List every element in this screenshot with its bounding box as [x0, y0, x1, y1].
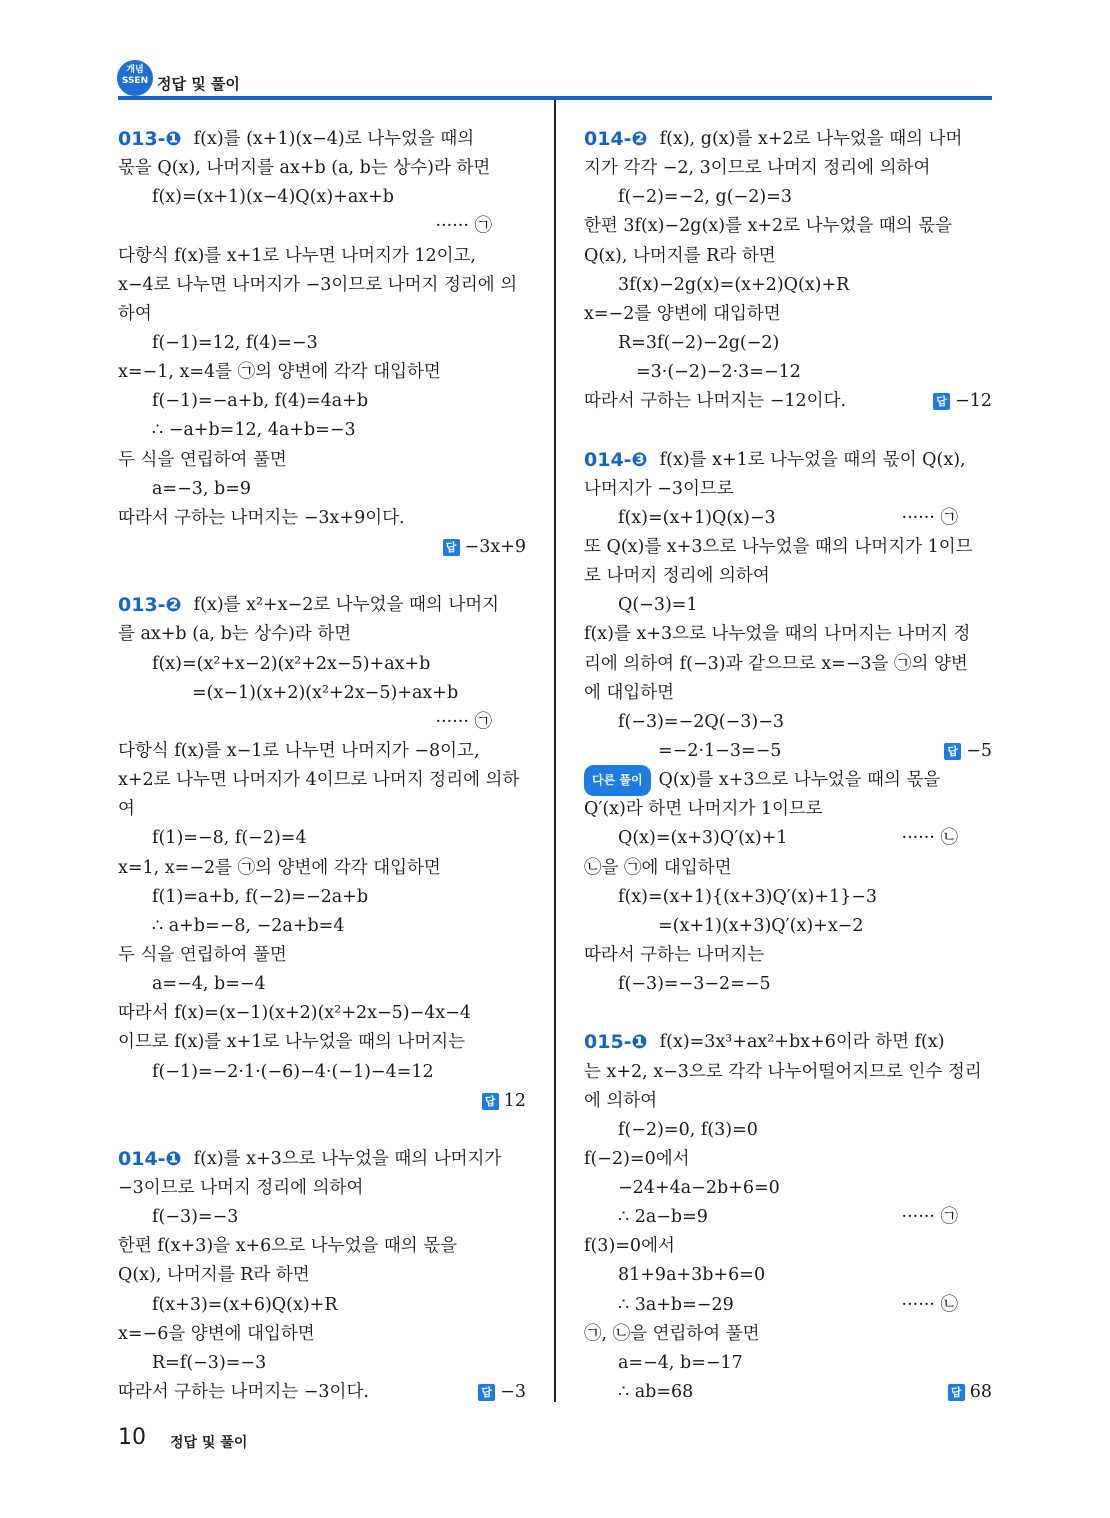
text-line: [118, 854, 526, 883]
line-text: 나머지가 −3이므로: [584, 478, 734, 499]
text-line: [584, 1232, 992, 1261]
line-text: f(x)=(x+1)Q(x)−3: [618, 507, 776, 528]
line-text: f(3)=0에서: [584, 1236, 675, 1257]
line-text: f(x)=(x+1)(x−4)Q(x)+ax+b: [152, 187, 395, 208]
line-text: x=1, x=−2를 ㉠의 양변에 각각 대입하면: [118, 857, 441, 878]
answer-badge-icon: 답: [933, 393, 950, 410]
text-line: [584, 242, 992, 271]
line-text: Q(−3)=1: [618, 595, 698, 616]
text-line: [584, 737, 992, 766]
answer-value: −5: [966, 740, 992, 761]
line-text: 에 대입하면: [584, 682, 675, 703]
text-line: [118, 912, 526, 941]
text-line: [584, 1203, 992, 1232]
text-line: [584, 854, 992, 883]
line-text: f(x)를 x+3으로 나누었을 때의 나머지가: [193, 1148, 502, 1169]
text-line: [118, 1145, 526, 1174]
footer-title: 정답 및 풀이: [170, 1435, 248, 1451]
right-column: [584, 125, 992, 1407]
logo-text-top: 개념: [126, 65, 144, 75]
text-line: [118, 708, 526, 737]
text-line: [118, 300, 526, 329]
text-line: [118, 1028, 526, 1057]
text-line: [584, 650, 992, 679]
text-line: [118, 1378, 526, 1407]
text-line: [118, 329, 526, 358]
text-line: [584, 620, 992, 649]
left-column: [118, 125, 526, 1407]
line-text: ∴ −a+b=12, 4a+b=−3: [152, 420, 356, 441]
text-line: [118, 1203, 526, 1232]
text-line: [584, 1378, 992, 1407]
answer: [948, 1378, 992, 1407]
text-line: [118, 883, 526, 912]
line-text: 81+9a+3b+6=0: [618, 1265, 766, 1286]
line-text: f(x)를 x+3으로 나누었을 때의 나머지는 나머지 정: [584, 624, 971, 645]
text-line: [584, 824, 992, 853]
line-text: x=−2를 양변에 대입하면: [584, 303, 781, 324]
line-text: f(−3)=−2Q(−3)−3: [618, 711, 784, 732]
problem-number: 013-❶: [118, 128, 182, 150]
text-line: [118, 766, 526, 795]
text-line: [118, 358, 526, 387]
text-line: [584, 1349, 992, 1378]
text-line: [584, 1174, 992, 1203]
line-text: ∴ ab=68: [618, 1382, 694, 1403]
text-line: [118, 1087, 526, 1116]
line-text: f(−2)=−2, g(−2)=3: [618, 187, 792, 208]
line-text: =(x−1)(x+2)(x²+2x−5)+ax+b: [192, 682, 459, 703]
problem-number: 014-❸: [584, 448, 648, 471]
line-text: f(1)=−8, f(−2)=4: [152, 828, 307, 849]
text-line: [584, 1145, 992, 1174]
line-text: Q(x), 나머지를 R라 하면: [118, 1265, 310, 1286]
line-text: 따라서 구하는 나머지는 −12이다.: [584, 391, 847, 412]
line-text: =(x+1)(x+3)Q′(x)+x−2: [658, 915, 864, 936]
text-line: [118, 620, 526, 649]
text-line: [584, 1028, 992, 1057]
brand-logo: [117, 60, 153, 96]
line-text: 한편 3f(x)−2g(x)를 x+2로 나누었을 때의 몫을: [584, 216, 952, 237]
line-text: R=f(−3)=−3: [152, 1352, 267, 1373]
text-line: [584, 679, 992, 708]
answer-value: −12: [955, 391, 992, 412]
text-line: [584, 475, 992, 504]
answer-badge-icon: 답: [948, 1384, 965, 1401]
line-text: =−2·1−3=−5: [658, 740, 782, 761]
text-line: [584, 795, 992, 824]
text-line: [584, 591, 992, 620]
text-line: [118, 1116, 526, 1145]
text-line: [118, 271, 526, 300]
text-line: [118, 824, 526, 853]
text-line: [118, 533, 526, 562]
text-line: [584, 970, 992, 999]
page-number: 10: [118, 1425, 146, 1450]
text-line: [118, 795, 526, 824]
text-line: [118, 446, 526, 475]
text-line: [584, 941, 992, 970]
line-text: f(−3)=−3−2=−5: [618, 974, 771, 995]
text-line: [118, 1232, 526, 1261]
line-text: 는 x+2, x−3으로 각각 나누어떨어지므로 인수 정리: [584, 1061, 982, 1082]
equation-marker: ······ ㉠: [901, 1207, 958, 1228]
line-text: 이므로 f(x)를 x+1로 나누었을 때의 나머지는: [118, 1032, 466, 1053]
text-line: [118, 941, 526, 970]
line-text: Q(x), 나머지를 R라 하면: [584, 245, 776, 266]
line-text: 로 나머지 정리에 의하여: [584, 566, 770, 587]
line-text: a=−4, b=−17: [618, 1352, 743, 1373]
line-text: 몫을 Q(x), 나머지를 ax+b (a, b는 상수)라 하면: [118, 158, 491, 179]
line-text: Q′(x)라 하면 나머지가 1이므로: [584, 799, 823, 820]
text-line: [584, 1320, 992, 1349]
column-divider: [554, 100, 556, 1402]
line-text: −3이므로 나머지 정리에 의하여: [118, 1178, 364, 1199]
text-line: [118, 562, 526, 591]
line-text: ∴ 2a−b=9: [618, 1207, 708, 1228]
text-line: [584, 1261, 992, 1290]
line-text: 두 식을 연립하여 풀면: [118, 449, 287, 470]
text-line: [584, 154, 992, 183]
line-text: 에 의하여: [584, 1090, 658, 1111]
answer: [933, 387, 992, 416]
answer-value: −3x+9: [464, 536, 526, 557]
text-line: [584, 766, 992, 795]
text-line: [584, 387, 992, 416]
text-line: [584, 358, 992, 387]
answer: [944, 737, 992, 766]
line-text: f(−1)=−2·1·(−6)−4·(−1)−4=12: [152, 1061, 434, 1082]
line-text: x=−1, x=4를 ㉠의 양변에 각각 대입하면: [118, 362, 441, 383]
line-text: 를 ax+b (a, b는 상수)라 하면: [118, 624, 352, 645]
answer: [482, 1087, 526, 1116]
line-text: ∴ 3a+b=−29: [618, 1294, 734, 1315]
text-line: [584, 125, 992, 154]
header-title: 정답 및 풀이: [157, 75, 240, 93]
text-line: [118, 1174, 526, 1203]
line-text: f(−2)=0, f(3)=0: [618, 1119, 758, 1140]
answer-badge-icon: 답: [478, 1384, 495, 1401]
text-line: [118, 475, 526, 504]
line-text: f(x)를 (x+1)(x−4)로 나누었을 때의: [193, 129, 475, 149]
text-line: [584, 183, 992, 212]
text-line: [584, 446, 992, 475]
line-text: 따라서 구하는 나머지는 −3x+9이다.: [118, 507, 405, 528]
line-text: f(x)=3x³+ax²+bx+6이라 하면 f(x): [659, 1032, 945, 1053]
text-line: [118, 212, 526, 241]
line-text: f(x), g(x)를 x+2로 나누었을 때의 나머: [659, 129, 963, 149]
answer-badge-icon: 답: [482, 1093, 499, 1110]
line-text: a=−3, b=9: [152, 478, 252, 499]
text-line: [118, 999, 526, 1028]
problem-number: 014-❶: [118, 1147, 182, 1170]
text-line: [118, 1349, 526, 1378]
text-line: [584, 1291, 992, 1320]
line-text: 3f(x)−2g(x)=(x+2)Q(x)+R: [618, 274, 850, 295]
line-text: 여: [118, 799, 135, 820]
line-text: f(x)=(x+1){(x+3)Q′(x)+1}−3: [618, 886, 878, 907]
line-text: 따라서 구하는 나머지는: [584, 944, 765, 965]
line-text: 하여: [118, 303, 152, 324]
answer-value: −3: [500, 1382, 526, 1403]
line-text: 따라서 f(x)=(x−1)(x+2)(x²+2x−5)−4x−4: [118, 1003, 472, 1024]
text-line: [118, 650, 526, 679]
line-text: ······ ㉠: [435, 216, 492, 237]
text-line: [584, 708, 992, 737]
line-text: 다항식 f(x)를 x+1로 나누면 나머지가 12이고,: [118, 245, 476, 266]
text-line: [118, 970, 526, 999]
text-line: [584, 416, 992, 445]
line-text: ㉡을 ㉠에 대입하면: [584, 857, 732, 878]
line-text: f(−1)=12, f(4)=−3: [152, 332, 318, 353]
line-text: f(x+3)=(x+6)Q(x)+R: [152, 1294, 338, 1315]
line-text: f(−3)=−3: [152, 1207, 239, 1228]
problem-number: 015-❶: [584, 1031, 648, 1054]
problem-number: 014-❷: [584, 128, 648, 150]
text-line: [584, 912, 992, 941]
answer-value: 68: [969, 1382, 992, 1403]
line-text: −24+4a−2b+6=0: [618, 1178, 780, 1199]
logo-text-bottom: SSEN: [121, 76, 149, 86]
line-text: x+2로 나누면 나머지가 4이므로 나머지 정리에 의하: [118, 770, 520, 791]
equation-marker: ······ ㉠: [901, 507, 958, 528]
text-line: [584, 533, 992, 562]
line-text: Q(x)를 x+3으로 나누었을 때의 몫을: [658, 770, 941, 791]
text-line: [584, 883, 992, 912]
line-text: =3·(−2)−2·3=−12: [636, 362, 801, 383]
text-line: [118, 154, 526, 183]
text-line: [584, 562, 992, 591]
text-line: [584, 504, 992, 533]
answer-badge-icon: 답: [443, 539, 460, 556]
line-text: 한편 f(x+3)을 x+6으로 나누었을 때의 몫을: [118, 1236, 458, 1257]
equation-marker: ······ ㉡: [901, 1294, 958, 1315]
text-line: [118, 679, 526, 708]
answer: [443, 533, 526, 562]
line-text: a=−4, b=−4: [152, 974, 266, 995]
line-text: ······ ㉠: [435, 711, 492, 732]
text-line: [584, 329, 992, 358]
line-text: f(1)=a+b, f(−2)=−2a+b: [152, 886, 369, 907]
text-line: [584, 300, 992, 329]
line-text: 또 Q(x)를 x+3으로 나누었을 때의 나머지가 1이므: [584, 536, 973, 557]
line-text: 따라서 구하는 나머지는 −3이다.: [118, 1382, 369, 1403]
answer: [478, 1378, 526, 1407]
alt-solution-badge: 다른 풀이: [584, 765, 651, 796]
text-line: [118, 737, 526, 766]
line-text: f(x)를 x²+x−2로 나누었을 때의 나머지: [193, 595, 500, 616]
answer-value: 12: [503, 1090, 526, 1111]
text-line: [118, 125, 526, 154]
line-text: f(x)=(x²+x−2)(x²+2x−5)+ax+b: [152, 653, 431, 674]
text-line: [584, 1058, 992, 1087]
line-text: 지가 각각 −2, 3이므로 나머지 정리에 의하여: [584, 158, 931, 179]
line-text: f(x)를 x+1로 나누었을 때의 몫이 Q(x),: [659, 449, 966, 470]
text-line: [118, 387, 526, 416]
text-line: [118, 1058, 526, 1087]
line-text: x−4로 나누면 나머지가 −3이므로 나머지 정리에 의: [118, 274, 518, 295]
text-line: [118, 242, 526, 271]
equation-marker: ······ ㉡: [901, 828, 958, 849]
problem-number: 013-❷: [118, 594, 182, 617]
text-line: [118, 416, 526, 445]
text-line: [584, 1087, 992, 1116]
line-text: ㉠, ㉡을 연립하여 풀면: [584, 1323, 760, 1344]
line-text: x=−6을 양변에 대입하면: [118, 1323, 315, 1344]
text-line: [584, 271, 992, 300]
text-line: [118, 183, 526, 212]
line-text: f(−1)=−a+b, f(4)=4a+b: [152, 391, 369, 412]
line-text: ∴ a+b=−8, −2a+b=4: [152, 915, 345, 936]
text-line: [584, 212, 992, 241]
line-text: Q(x)=(x+3)Q′(x)+1: [618, 828, 788, 849]
line-text: f(−2)=0에서: [584, 1148, 690, 1169]
line-text: 두 식을 연립하여 풀면: [118, 944, 287, 965]
text-line: [584, 1116, 992, 1145]
text-line: [118, 504, 526, 533]
text-line: [118, 591, 526, 620]
line-text: R=3f(−2)−2g(−2): [618, 332, 780, 353]
line-text: 리에 의하여 f(−3)과 같으므로 x=−3을 ㉠의 양변: [584, 653, 968, 674]
text-line: [118, 1261, 526, 1290]
answer-badge-icon: 답: [944, 743, 961, 760]
line-text: 다항식 f(x)를 x−1로 나누면 나머지가 −8이고,: [118, 740, 480, 761]
text-line: [118, 1291, 526, 1320]
text-line: [118, 1320, 526, 1349]
text-line: [584, 999, 992, 1028]
